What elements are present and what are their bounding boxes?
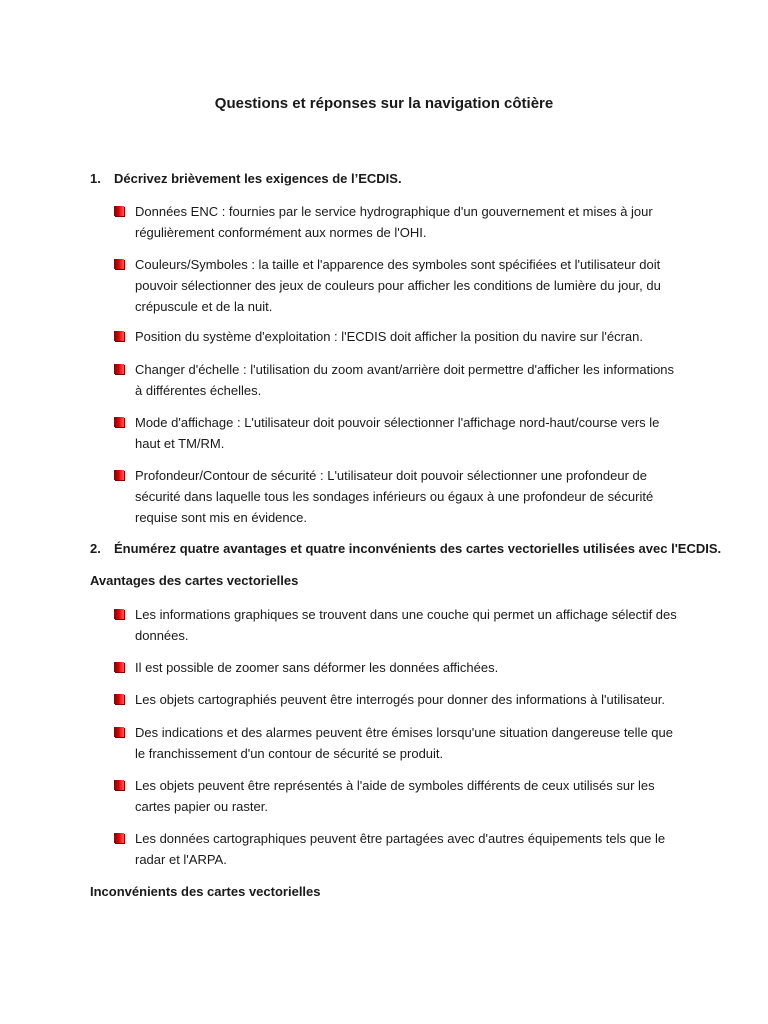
- red-square-bullet-icon: [114, 417, 124, 427]
- list-item-text: Il est possible de zoomer sans déformer les données affichées.: [135, 660, 499, 675]
- list-item-text: Les objets cartographiés peuvent être interrogés pour donner des informations à l'utilisateur.: [135, 692, 666, 707]
- disadvantages-heading: Inconvénients des cartes vectorielles: [90, 884, 321, 899]
- red-square-bullet-icon: [114, 609, 124, 619]
- red-square-bullet-icon: [114, 694, 124, 704]
- red-square-bullet-icon: [114, 662, 124, 672]
- list-item: [114, 604, 684, 646]
- list-item: [114, 201, 684, 243]
- list-item: [114, 254, 684, 317]
- list-item-text: Position du système d'exploitation : l'ECDIS doit afficher la position du navire sur l'écran.: [135, 329, 643, 344]
- red-square-bullet-icon: [114, 331, 124, 341]
- list-item-text: Données ENC : fournies par le service hydrographique d'un gouvernement et mises à jour régulièrement conformément aux normes de l'OHI.: [135, 204, 653, 240]
- red-square-bullet-icon: [114, 259, 124, 269]
- red-square-bullet-icon: [114, 364, 124, 374]
- question-number: 1.: [90, 171, 101, 186]
- advantages-heading: Avantages des cartes vectorielles: [90, 573, 299, 588]
- list-item-text: Des indications et des alarmes peuvent être émises lorsqu'une situation dangereuse telle que le franchissement d'un contour de sécurité se produit.: [135, 725, 673, 761]
- list-item-text: Couleurs/Symboles : la taille et l'apparence des symboles sont spécifiées et l'utilisateur doit pouvoir sélectionner des jeux de couleurs pour afficher les conditions de lumière du jour, du crépuscule et de la nuit.: [135, 257, 661, 314]
- list-item: [114, 465, 684, 528]
- list-item-text: Profondeur/Contour de sécurité : L'utilisateur doit pouvoir sélectionner une profondeur de sécurité dans laquelle tous les sondages inférieurs ou égaux à une profondeur de sécurité requise sont mis en évidence.: [135, 468, 654, 525]
- list-item: [114, 657, 684, 678]
- list-item: [114, 828, 684, 870]
- list-item: [114, 689, 684, 710]
- red-square-bullet-icon: [114, 206, 124, 216]
- list-item-text: Changer d'échelle : l'utilisation du zoom avant/arrière doit permettre d'afficher les informations à différentes échelles.: [135, 362, 675, 398]
- question-2: [90, 540, 721, 558]
- question-number: 2.: [90, 541, 101, 556]
- list-item-text: Mode d'affichage : L'utilisateur doit pouvoir sélectionner l'affichage nord-haut/course vers le haut et TM/RM.: [135, 415, 660, 451]
- list-item: [114, 412, 684, 454]
- list-item-text: Les données cartographiques peuvent être partagées avec d'autres équipements tels que le radar et l'ARPA.: [135, 831, 666, 867]
- red-square-bullet-icon: [114, 470, 124, 480]
- red-square-bullet-icon: [114, 833, 124, 843]
- page-title: Questions et réponses sur la navigation côtière: [214, 95, 554, 112]
- question-text: Énumérez quatre avantages et quatre inconvénients des cartes vectorielles utilisées avec l'ECDIS.: [114, 541, 722, 556]
- list-item: [114, 326, 684, 347]
- list-item: [114, 722, 684, 764]
- question-text: Décrivez brièvement les exigences de l’ECDIS.: [114, 171, 402, 186]
- red-square-bullet-icon: [114, 780, 124, 790]
- list-item: [114, 359, 684, 401]
- red-square-bullet-icon: [114, 727, 124, 737]
- question-1: [90, 170, 402, 188]
- list-item-text: Les informations graphiques se trouvent dans une couche qui permet un affichage sélectif des données.: [135, 607, 677, 643]
- list-item-text: Les objets peuvent être représentés à l'aide de symboles différents de ceux utilisés sur les cartes papier ou raster.: [135, 778, 655, 814]
- list-item: [114, 775, 684, 817]
